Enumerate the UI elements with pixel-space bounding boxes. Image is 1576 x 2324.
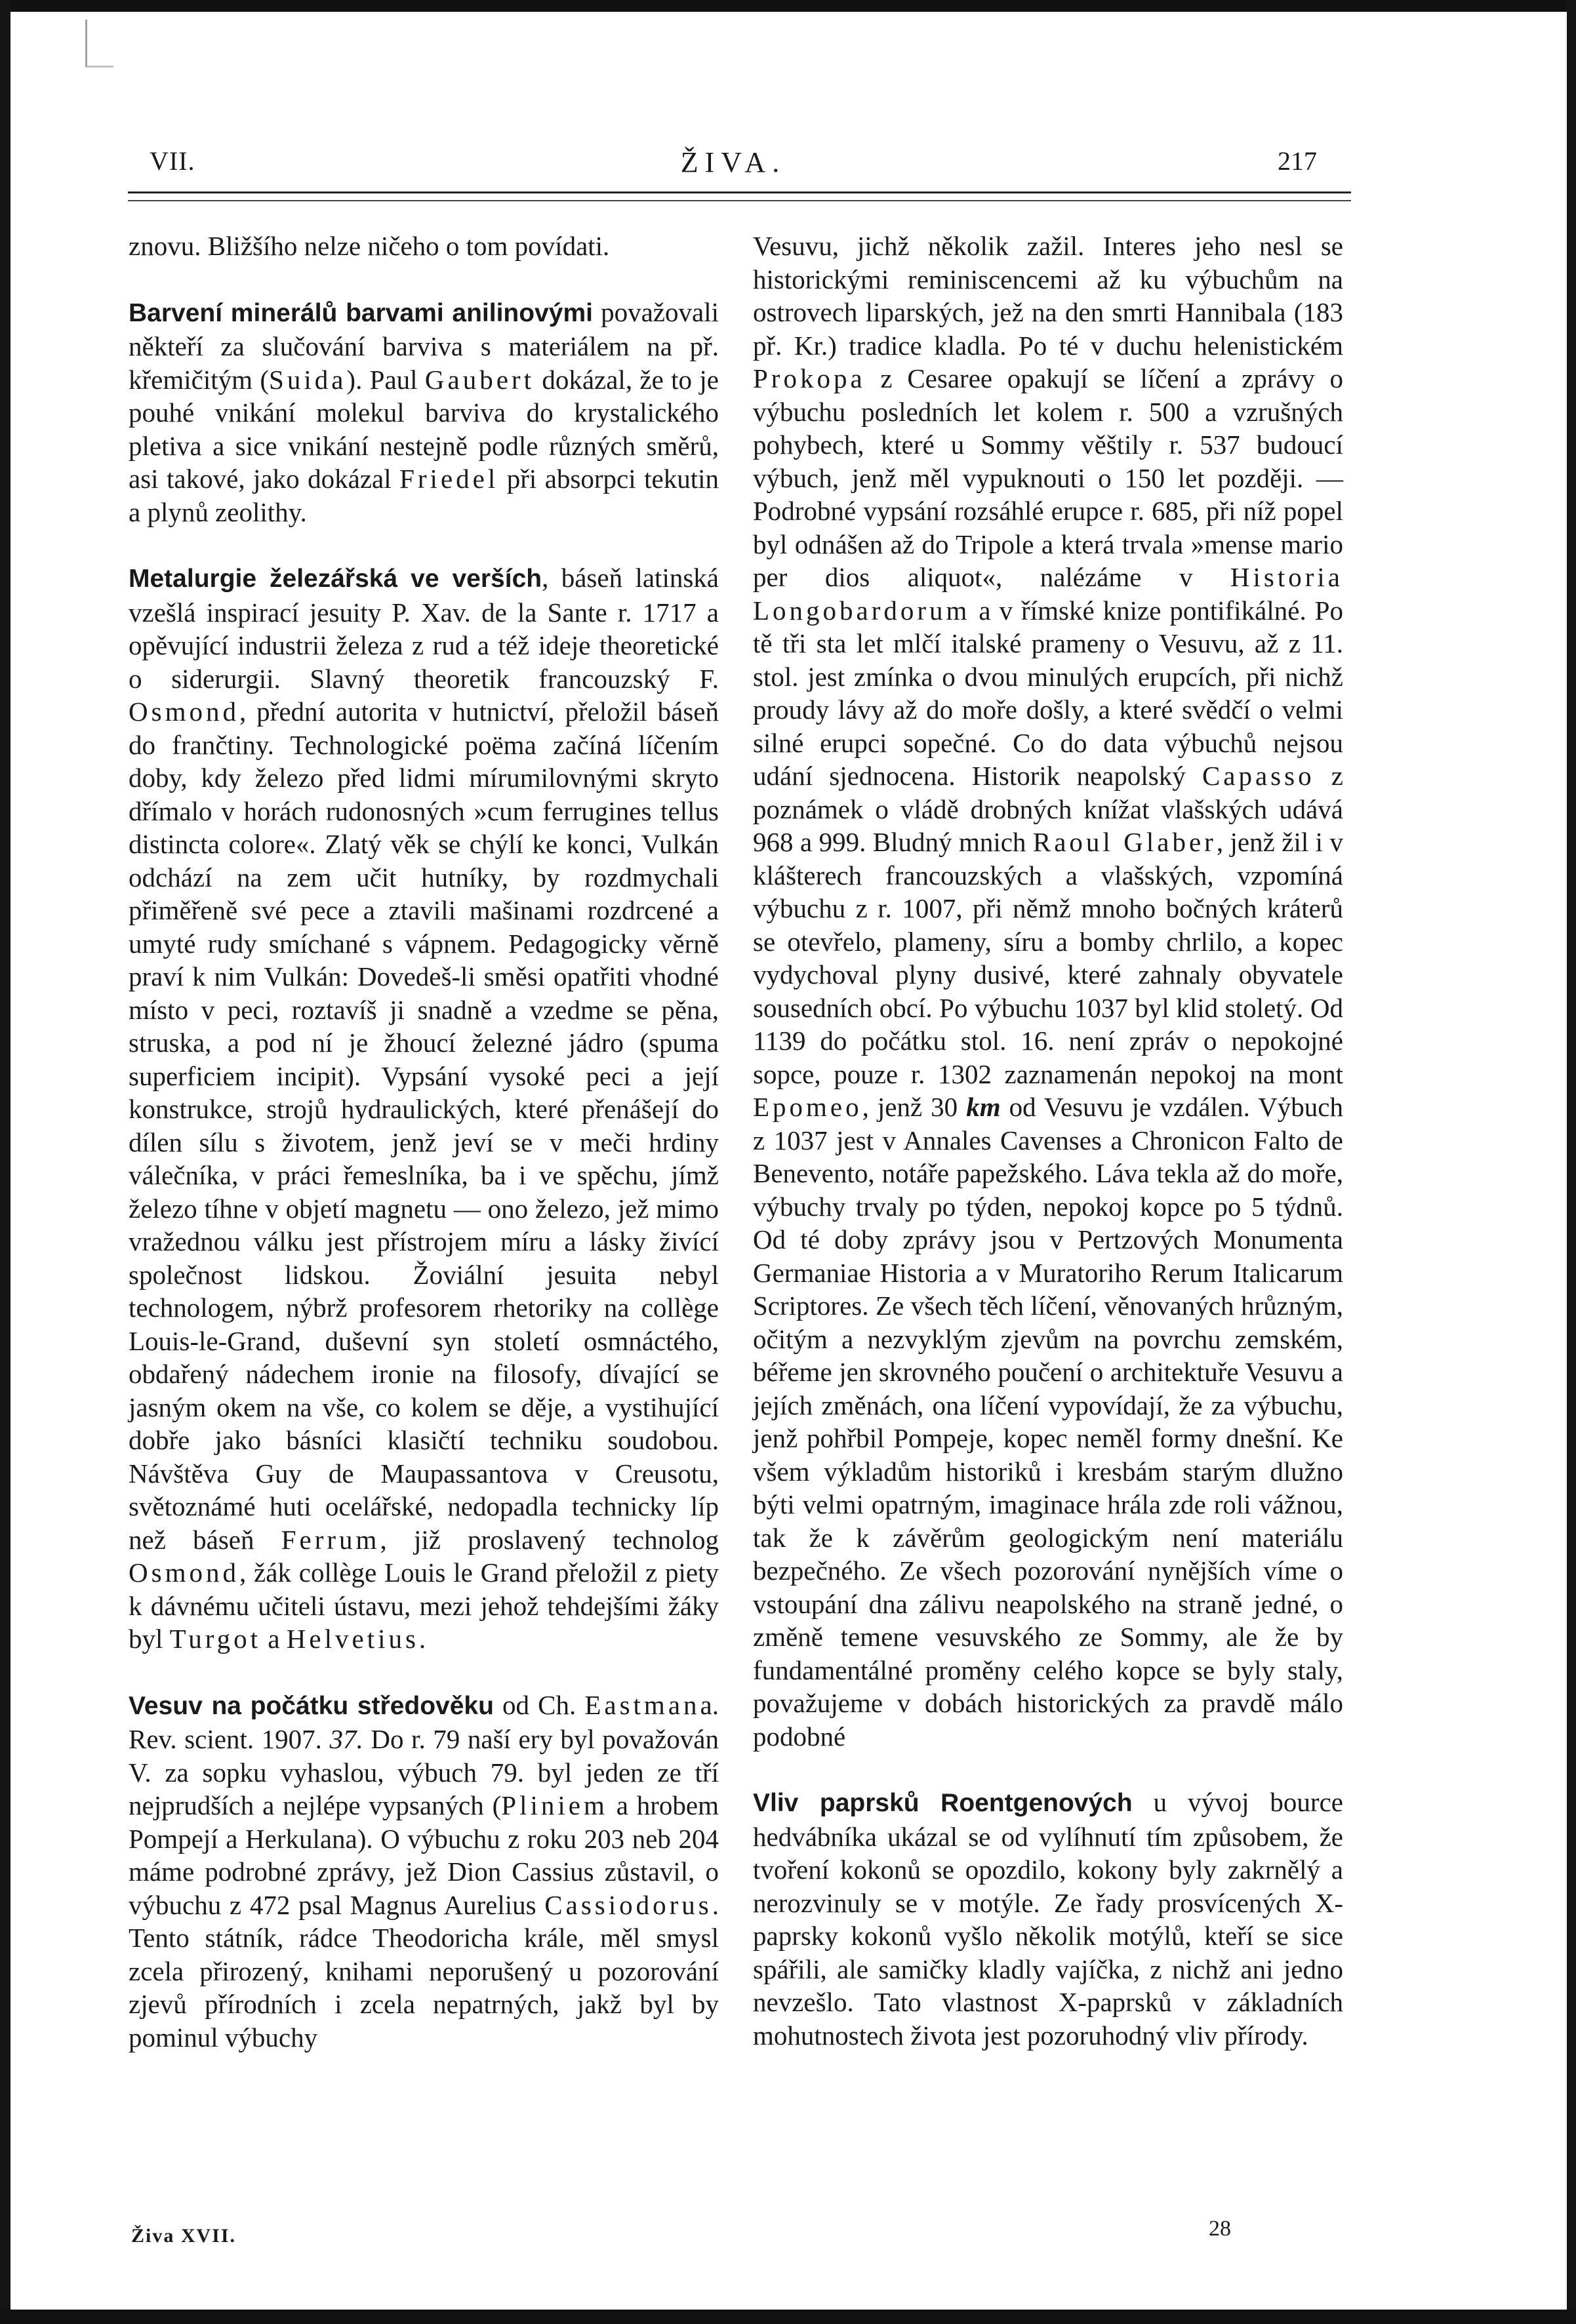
scan-edge-bottom: [0, 2310, 1576, 2324]
article-heading: Metalurgie železářská ve verších: [129, 565, 542, 593]
scan-edge-right: [1567, 0, 1576, 2324]
footer-signature: Živa XVII.: [131, 2225, 237, 2247]
article-roentgen-rays: Vliv paprsků Roentgenových u vývoj bource hedvábníka ukázal se od vylíhnutí tím způsobem, že tvoření kokonů se opozdilo, kokony byly zakrnělý a nerozvinuly se v motýle. Ze řady prosvícených X-paprsky kokonů vyšlo několik motýlů, kteří se sice spářili, ale samičky kladly vajíčka, z nichž ani jedno nevzešlo. Tato vlastnost X-paprsků v základních mohutnostech života jest pozoruhodný vliv přírody.: [753, 1787, 1343, 2051]
page-number: 217: [1278, 146, 1317, 176]
scan-artifact: [85, 20, 113, 68]
scan-edge-top: [0, 0, 1576, 12]
paragraph-continued: znovu. Bližšího nelze ničeho o tom povídati.: [129, 231, 610, 261]
article-vesuvius-continued: Vesuvu, jichž několik zažil. Interes jeho nesl se historickými reminiscencemi až ku výbuchům na ostrovech liparských, jež na den smrti Hannibala (183 př. Kr.) tradice kladla. Po té v duchu helenistickém Prokopa z Cesaree opakují se líčení a zprávy o výbuchu posledních let kolem r. 500 a vzrušných pohybech, které u Sommy věštily r. 537 budoucí výbuch, jenž měl vypuknouti o 150 let později. — Podrobné vypsání rozsáhlé erupce r. 685, při níž popel byl odnášen až do Tripole a která trvala »mense mario per dios aliquot«, nalézáme v Historia Longobardorum a v římské knize pontifikálné. Po tě tři sta let mlčí italské prameny o Vesuvu, až z 11. stol. jest zmínka o dvou minulých erupcích, při nichž proudy lávy až do moře došly, a které svědčí o velmi silné erupci sopečné. Co do data výbuchů nejsou udání sjednocena. Historik neapolský Capasso z poznámek o vládě drobných knížat vlašských udává 968 a 999. Bludný mnich Raoul Glaber, jenž žil i v klášterech francouzských a vlašských, vzpomíná výbuchu z r. 1007, při němž mnoho bočných kráterů se otevřelo, plameny, síru a bomby chrlilo, a kopec vydychoval plyny dusivé, které zahnaly obyvatele sousedních obcí. Po výbuchu 1037 byl klid stoletý. Od 1139 do počátku stol. 16. není zpráv o nepokojné sopce, pouze r. 1302 zaznamenán nepokoj na mont Epomeo, jenž 30 km od Vesuvu je vzdálen. Výbuch z 1037 jest v Annales Cavenses a Chronicon Falto de Benevento, notáře papežského. Láva tekla až do moře, výbuchy trvaly po týden, nepokoj kopce po 5 týdnů. Od té doby zprávy jsou v Pertzových Monumenta Germaniae Historia a v Muratoriho Rerum Italicarum Scriptores. Ze všech těch líčení, věnovaných hrůzným, očitým a nezvyklým zjevům na povrchu zemském, béřeme jen skrovného poučení o architektuře Vesuvu a jejích změnách, ona líčení vypovídají, že za výbuchu, jenž pohřbil Pompeje, kopec neměl formy dnešní. Ke všem výkladům historiků i kresbám starým dlužno býti velmi opatrným, imaginace hrála zde roli vážnou, tak že k závěrům geologickým není materiálu bezpečného. Ze všech pozorování nynějších víme o vstoupání dna zálivu neapolského na straně jedné, o změně temene vesuvského ze Sommy, ale že by fundamentálné proměny celého kopce se byly staly, považujeme v dobách historických za pravdě málo podobné: [753, 231, 1344, 1752]
article-heading: Vliv paprsků Roentgenových: [753, 1789, 1133, 1817]
article-heading: Barvení minerálů barvami anilinovými: [129, 298, 593, 327]
journal-title: ŽIVA.: [680, 146, 786, 178]
article-metallurgy-verse: Metalurgie železářská ve verších, báseň latinská vzešlá inspirací jesuity P. Xav. de la Sante r. 1717 a opěvující industrii železa z rud a též ideje theoretické o siderurgii. Slavný theoretik francouzský F. Osmond, přední autorita v hutnictví, přeložil báseň do frančtiny. Technologické poëma začíná líčením doby, kdy železo před lidmi mírumilovnými skryto dřímalo v horách rudonosných »cum ferrugines tellus distincta colore«. Zlatý věk se chýlí ke konci, Vulkán odchází na zem učit hutníky, by rozdmychali přiměřeně své pece a ztavili mašinami rozdrcené a umyté rudy smíchané s vápnem. Pedagogicky věrně praví k nim Vulkán: Dovedeš-li směsi opatřiti vhodné místo v peci, roztavíš ji snadně a vzedme se pěna, struska, a pod ní je žhoucí železné jádro (spuma superficiem incipit). Vypsání vysoké peci a její konstrukce, strojů hydraulických, které přenášejí do dílen sílu s životem, jenž jeví se v meči hrdiny válečníka, v práci řemeslníka, ba i ve spěchu, jímž železo tíhne v objetí magnetu — ono železo, jež mimo vražednou válku jest přístrojem míru a lásky živící společnost lidskou. Žoviální jesuita nebyl technologem, nýbrž profesorem rhetoriky na collège Louis-le-Grand, duševní syn století osmnáctého, obdařený nádechem ironie na filosofy, dívající se jasným okem na vše, co kolem se děje, a vystihující dobře jako básníci klasičtí techniku soudobou. Návštěva Guy de Maupassantova v Creusotu, světoznámé huti ocelářské, nedopadla technicky líp než báseň Ferrum, již proslavený technolog Osmond, žák collège Louis le Grand přeložil z piety k dávnému učiteli ústavu, mezi jehož tehdejšími žáky byl Turgot a Helvetius.: [129, 563, 719, 1654]
left-column: [129, 230, 719, 2054]
right-column: [753, 230, 1343, 2052]
running-header: [150, 146, 1317, 191]
article-heading: Vesuv na počátku středověku: [129, 1691, 494, 1720]
volume-number: VII.: [150, 146, 195, 176]
footer-sheet-number: 28: [1209, 2216, 1231, 2241]
article-vesuvius: Vesuv na počátku středověku od Ch. Eastmana. Rev. scient. 1907. 37. Do r. 79 naší ery byl považován V. za sopku vyhaslou, výbuch 79. byl jeden ze tří nejprudších a nejlépe vypsaných (Pliniem a hrobem Pompejí a Herkulana). O výbuchu z roku 203 neb 204 máme podrobné zprávy, jež Dion Cassius zůstavil, o výbuchu z 472 psal Magnus Aurelius Cassiodorus. Tento státník, rádce Theodoricha krále, měl smysl zcela přirozený, knihami neporušený u pozorování zjevů přírodních i zcela nepatrných, jakž byl by pominul výbuchy: [129, 1689, 719, 2053]
header-rule: [128, 191, 1351, 201]
article-mineral-dyes: Barvení minerálů barvami anilinovými považovali někteří za slučování barviva s materiálem na př. křemičitým (Suida). Paul Gaubert dokázal, že to je pouhé vnikání molekul barviva do krystalického pletiva a sice vnikání nestejně podle různých směrů, asi takové, jako dokázal Friedel při absorpci tekutin a plynů zeolithy.: [129, 296, 719, 527]
scan-edge-left: [0, 0, 10, 2324]
